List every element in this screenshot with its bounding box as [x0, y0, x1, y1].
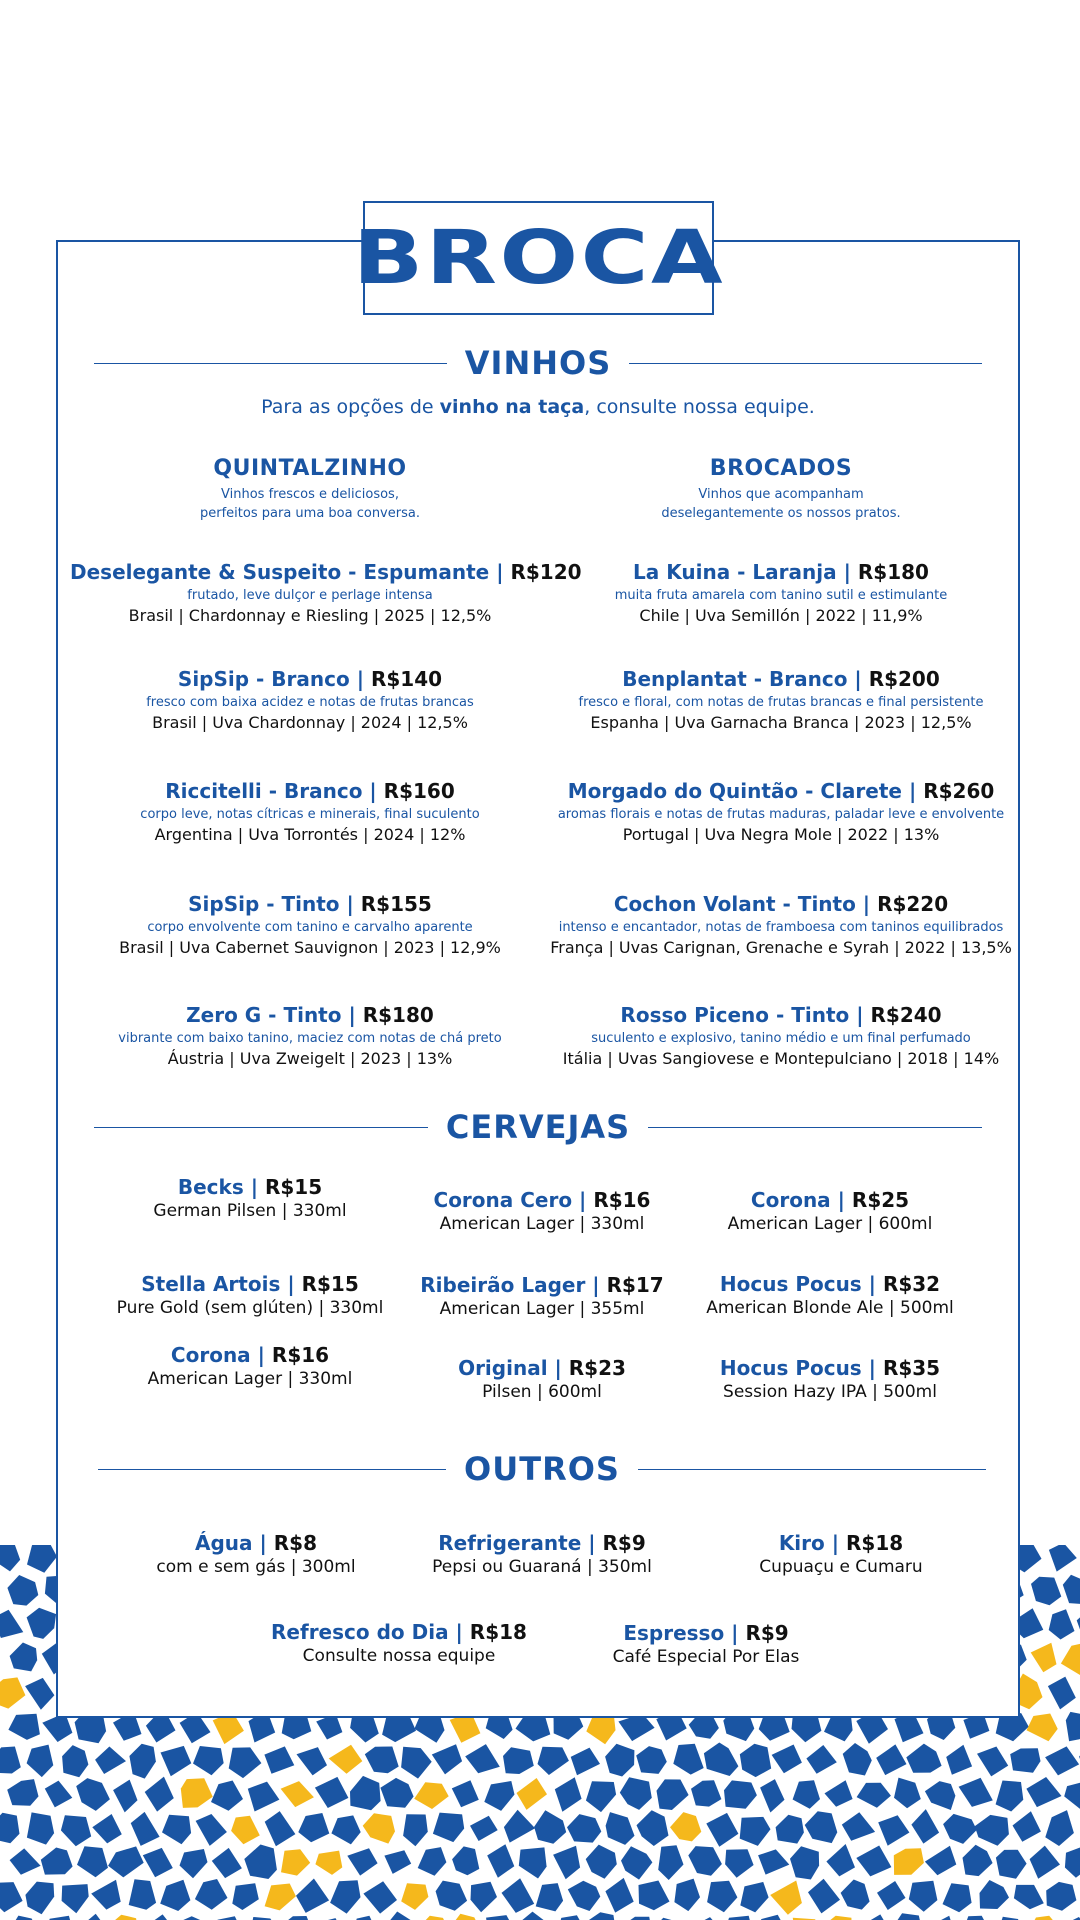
wine-desc: fresco e floral, com notas de frutas brancas e final persistente [578, 695, 984, 710]
beer-name: Hocus Pocus | [719, 1356, 876, 1380]
beer-price: R$17 [606, 1273, 664, 1297]
other-item [392, 1531, 692, 1577]
wine-price: R$200 [868, 667, 940, 691]
wine-item [70, 1003, 550, 1068]
wine-item [70, 779, 550, 844]
wine-name: La Kuina - Laranja | [633, 560, 851, 584]
beer-info: German Pilsen | 330ml [153, 1201, 347, 1221]
divider [629, 363, 982, 364]
beer-info: American Lager | 600ml [727, 1214, 933, 1234]
wines-note [56, 396, 1020, 418]
other-name: Refrigerante | [438, 1531, 596, 1555]
beer-item [100, 1175, 400, 1221]
other-info: Café Especial Por Elas [612, 1647, 800, 1667]
wine-desc: frutado, leve dulçor e perlage intensa [187, 588, 433, 603]
column-title: BROCADOS [709, 456, 853, 481]
beer-info: Session Hazy IPA | 500ml [723, 1382, 937, 1402]
wine-info: Brasil | Uva Chardonnay | 2024 | 12,5% [152, 713, 468, 732]
wine-price: R$180 [362, 1003, 434, 1027]
wine-item [541, 779, 1021, 844]
wine-name: Deselegante & Suspeito - Espumante | [70, 560, 504, 584]
other-name: Kiro | [778, 1531, 840, 1555]
wine-price: R$260 [923, 779, 995, 803]
beer-item [100, 1343, 400, 1389]
beer-price: R$16 [271, 1343, 330, 1367]
wine-info: Portugal | Uva Negra Mole | 2022 | 13% [622, 825, 940, 844]
other-price: R$18 [846, 1531, 904, 1555]
wine-name: SipSip - Branco | [177, 667, 365, 691]
wine-info: Chile | Uva Semillón | 2022 | 11,9% [639, 606, 923, 625]
beers-section-header [94, 1108, 982, 1146]
wine-desc: vibrante com baixo tanino, maciez com notas de chá preto [118, 1031, 502, 1046]
column-title: QUINTALZINHO [213, 456, 407, 481]
wine-item [70, 667, 550, 732]
note-bold: vinho na taça [439, 396, 585, 418]
wine-name: SipSip - Tinto | [188, 892, 354, 916]
beer-item [392, 1273, 692, 1319]
wine-price: R$160 [383, 779, 455, 803]
beer-name: Hocus Pocus | [719, 1272, 876, 1296]
divider [98, 1469, 446, 1470]
note-text: Para as opções de [261, 396, 440, 418]
other-info: Pepsi ou Guaraná | 350ml [432, 1557, 652, 1577]
other-name: Água | [195, 1531, 267, 1555]
beer-name: Original | [458, 1356, 562, 1380]
beer-price: R$25 [851, 1188, 910, 1212]
other-price: R$8 [273, 1531, 317, 1555]
others-section-header [98, 1450, 986, 1488]
beer-price: R$15 [301, 1272, 359, 1296]
beer-name: Stella Artois | [141, 1272, 295, 1296]
wine-info: Áustria | Uva Zweigelt | 2023 | 13% [167, 1049, 453, 1068]
other-name: Espresso | [623, 1621, 739, 1645]
wine-price: R$140 [370, 667, 443, 691]
wine-info: Espanha | Uva Garnacha Branca | 2023 | 12,5% [590, 713, 972, 732]
other-item [691, 1531, 991, 1577]
brand-logo: BROCA [352, 215, 725, 301]
wine-info: Brasil | Uva Cabernet Sauvignon | 2023 | 12,9% [119, 938, 501, 957]
other-info: Cupuaçu e Cumaru [759, 1557, 923, 1577]
other-info: com e sem gás | 300ml [156, 1557, 356, 1577]
beer-price: R$35 [882, 1356, 941, 1380]
wine-item [541, 892, 1021, 957]
beer-name: Becks | [177, 1175, 258, 1199]
column-header-brocados [541, 456, 1021, 523]
wine-desc: corpo leve, notas cítricas e minerais, final suculento [140, 807, 480, 822]
beer-info: American Lager | 330ml [439, 1214, 645, 1234]
beer-name: Corona Cero | [433, 1188, 587, 1212]
beer-info: American Lager | 355ml [439, 1299, 645, 1319]
wine-desc: intenso e encantador, notas de framboesa com taninos equilibrados [558, 920, 1004, 935]
beer-item [100, 1272, 400, 1318]
wine-info: Brasil | Chardonnay e Riesling | 2025 | 12,5% [128, 606, 492, 625]
beer-name: Ribeirão Lager | [420, 1273, 600, 1297]
other-name: Refresco do Dia | [271, 1620, 463, 1644]
wine-name: Rosso Piceno - Tinto | [620, 1003, 864, 1027]
column-description: Vinhos frescos e deliciosos, perfeitos para uma boa conversa. [200, 487, 420, 521]
beer-name: Corona | [750, 1188, 845, 1212]
beer-info: American Lager | 330ml [147, 1369, 353, 1389]
wine-name: Benplantat - Branco | [622, 667, 862, 691]
wine-item [541, 667, 1021, 732]
wine-desc: suculento e explosivo, tanino médio e um final perfumado [591, 1031, 971, 1046]
wine-name: Zero G - Tinto | [186, 1003, 356, 1027]
beer-item [680, 1356, 980, 1402]
wine-name: Cochon Volant - Tinto | [613, 892, 871, 916]
wine-price: R$180 [857, 560, 929, 584]
other-price: R$9 [745, 1621, 789, 1645]
beer-item [680, 1188, 980, 1234]
beers-title: CERVEJAS [445, 1108, 631, 1146]
other-item [556, 1621, 856, 1667]
wine-price: R$155 [360, 892, 432, 916]
beer-name: Corona | [170, 1343, 265, 1367]
divider [648, 1127, 982, 1128]
beer-info: Pure Gold (sem glúten) | 330ml [116, 1298, 384, 1318]
wine-price: R$220 [877, 892, 949, 916]
wine-item [541, 560, 1021, 625]
wine-name: Morgado do Quintão - Clarete | [567, 779, 917, 803]
beer-item [392, 1356, 692, 1402]
column-description: Vinhos que acompanham deselegantemente os nossos pratos. [661, 487, 901, 521]
note-text: , consulte nossa equipe. [584, 396, 815, 418]
beer-info: American Blonde Ale | 500ml [706, 1298, 954, 1318]
wines-title: VINHOS [464, 344, 612, 382]
other-price: R$18 [469, 1620, 527, 1644]
beer-item [392, 1188, 692, 1234]
beer-info: Pilsen | 600ml [482, 1382, 602, 1402]
others-title: OUTROS [464, 1450, 620, 1488]
wine-item [541, 1003, 1021, 1068]
other-price: R$9 [602, 1531, 646, 1555]
column-header-quintalzinho [70, 456, 550, 523]
wine-desc: fresco com baixa acidez e notas de frutas brancas [146, 695, 474, 710]
wine-price: R$120 [510, 560, 582, 584]
wine-item [70, 892, 550, 957]
wine-desc: corpo envolvente com tanino e carvalho aparente [147, 920, 473, 935]
wine-name: Riccitelli - Branco | [165, 779, 377, 803]
divider [638, 1469, 986, 1470]
divider [94, 1127, 428, 1128]
other-item [106, 1531, 406, 1577]
other-info: Consulte nossa equipe [302, 1646, 496, 1666]
logo-box [352, 201, 725, 315]
wine-price: R$240 [870, 1003, 942, 1027]
wine-desc: aromas florais e notas de frutas maduras, paladar leve e envolvente [557, 807, 1005, 822]
beer-item [680, 1272, 980, 1318]
beer-price: R$16 [593, 1188, 651, 1212]
other-item [249, 1620, 549, 1666]
wine-info: Argentina | Uva Torrontés | 2024 | 12% [154, 825, 466, 844]
wine-info: Itália | Uvas Sangiovese e Montepulciano | 2018 | 14% [562, 1049, 1000, 1068]
wine-item [70, 560, 582, 625]
beer-price: R$32 [882, 1272, 941, 1296]
wines-section-header [94, 344, 982, 382]
beer-price: R$15 [264, 1175, 323, 1199]
beer-price: R$23 [568, 1356, 626, 1380]
wine-desc: muita fruta amarela com tanino sutil e estimulante [614, 588, 948, 603]
divider [94, 363, 447, 364]
wine-info: França | Uvas Carignan, Grenache e Syrah | 2022 | 13,5% [550, 938, 1012, 957]
